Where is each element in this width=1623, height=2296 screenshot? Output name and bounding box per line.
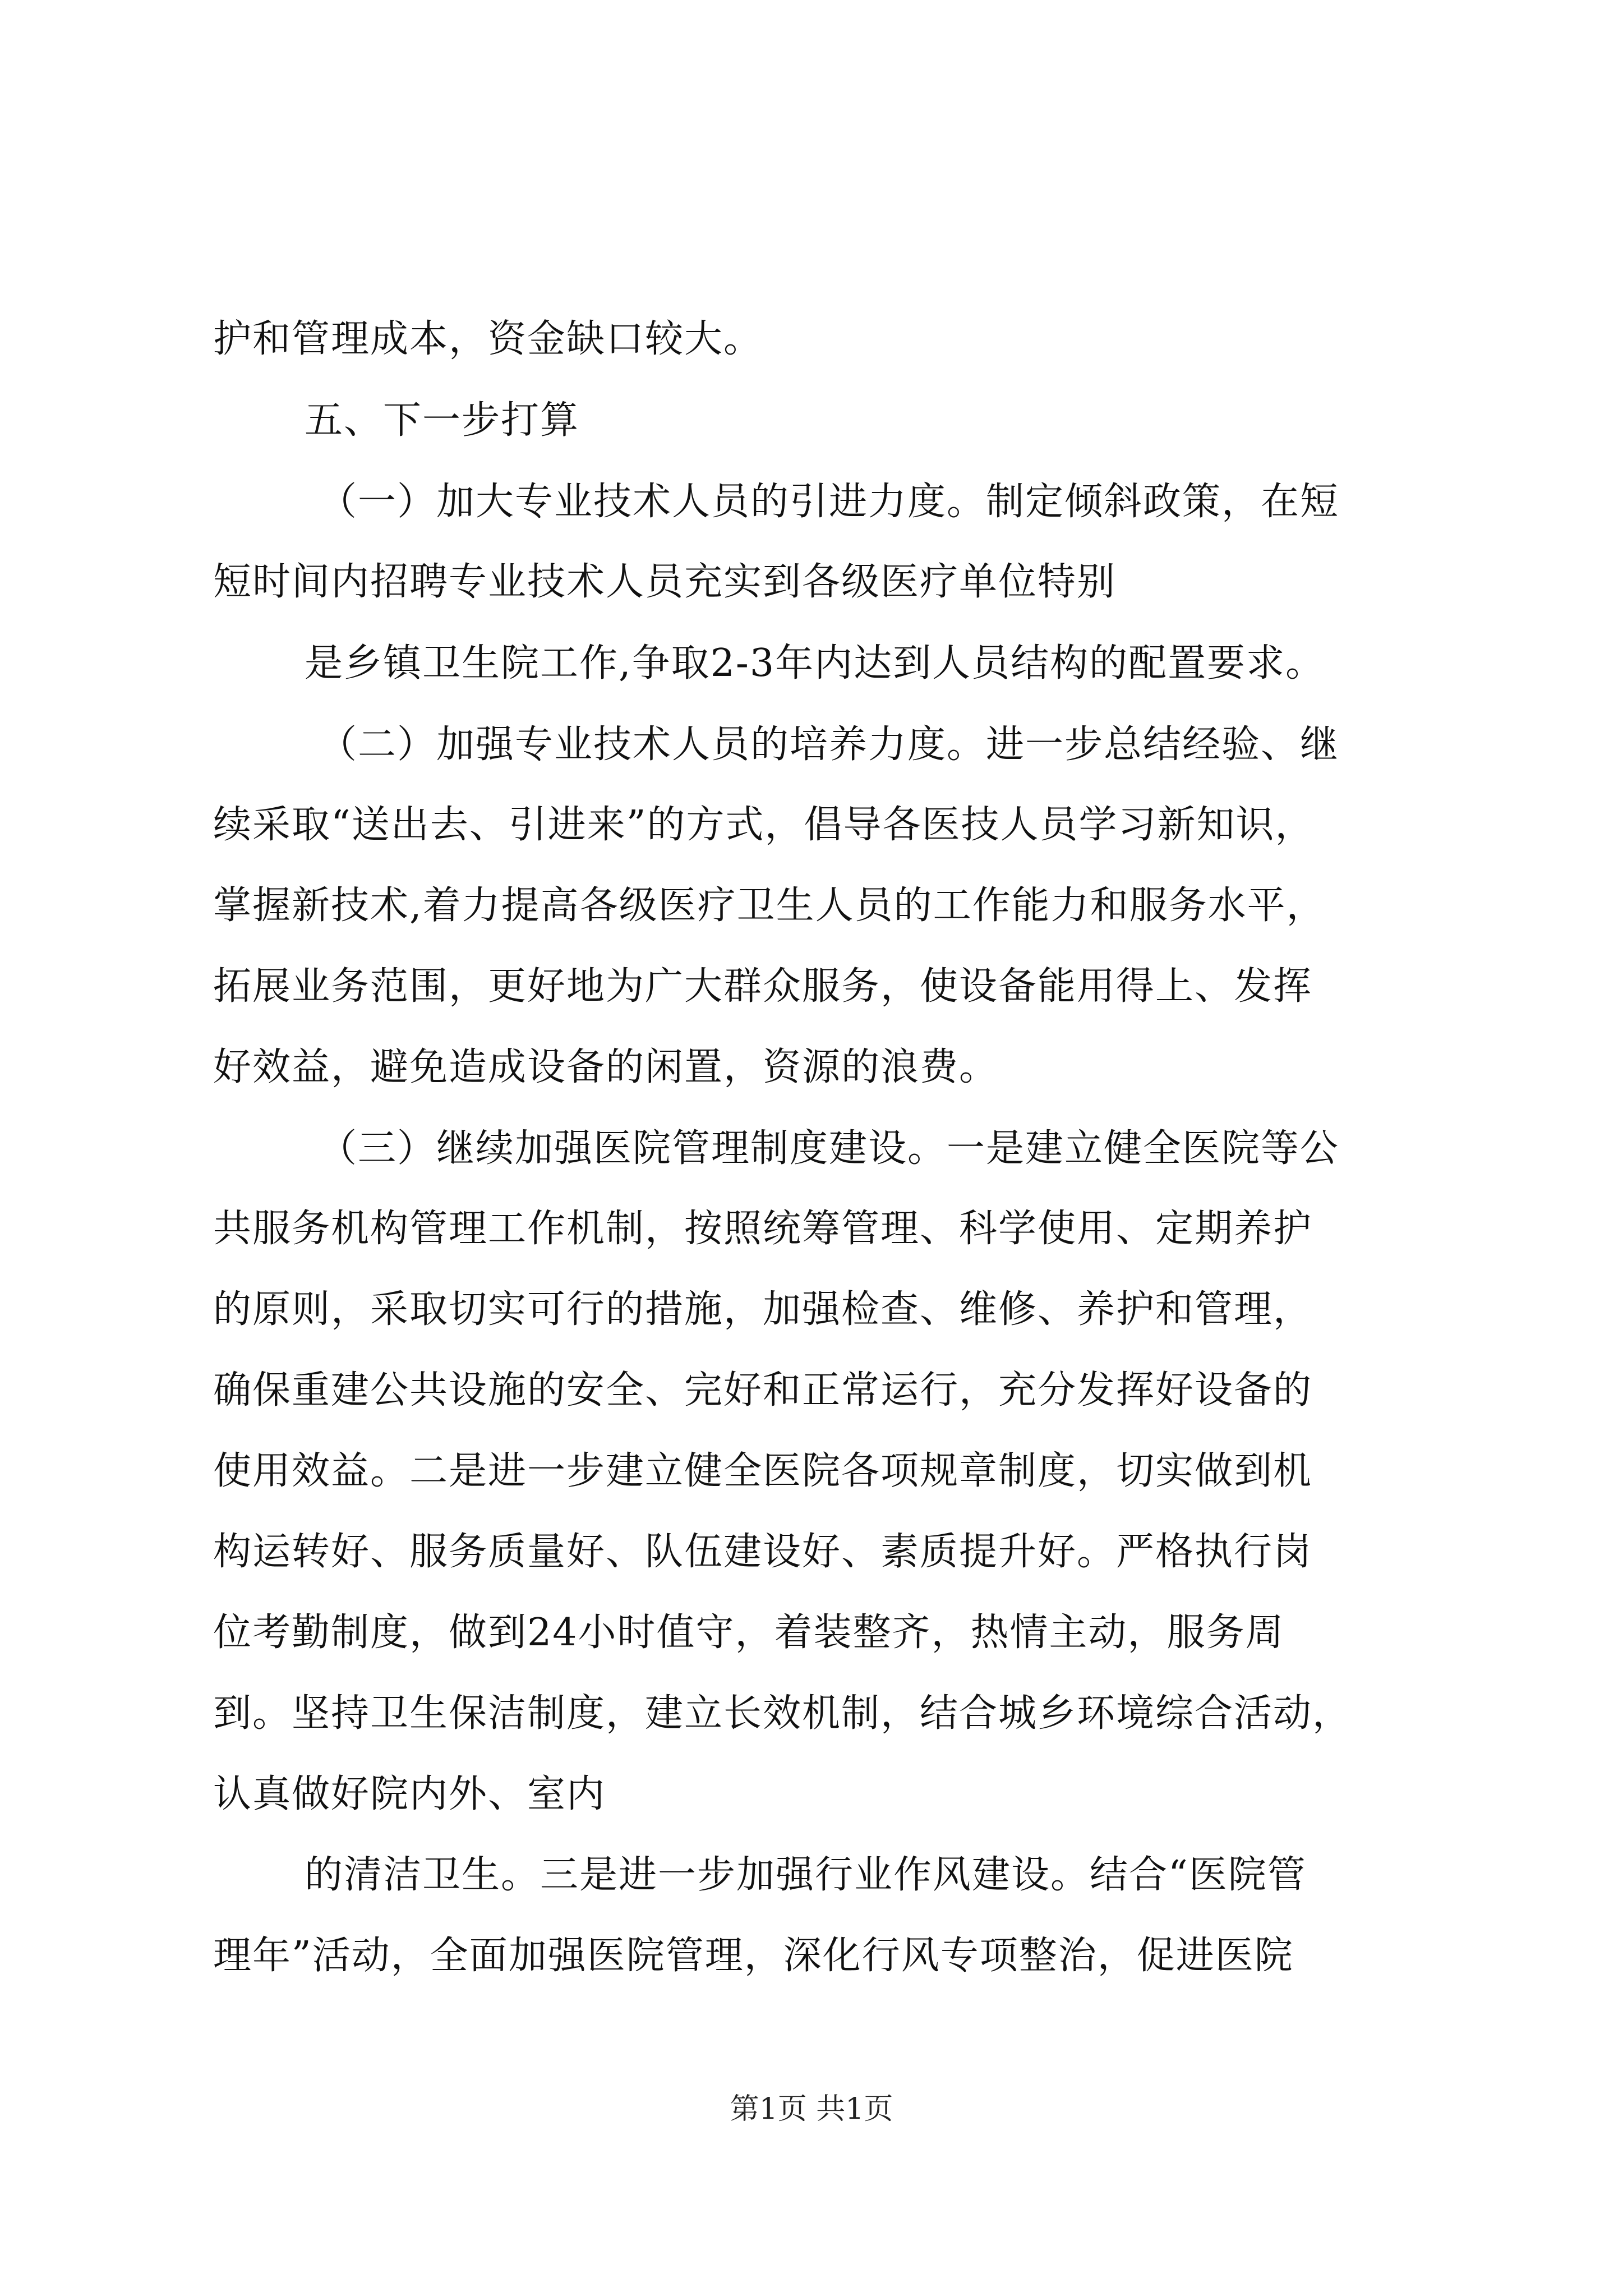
text-line: 使用效益。二是进一步建立健全医院各项规章制度，切实做到机 — [213, 1449, 1313, 1493]
text-line: 位考勤制度，做到24小时值守，着装整齐，热情主动，服务周 — [213, 1611, 1285, 1655]
text-line: 短时间内招聘专业技术人员充实到各级医疗单位特别 — [213, 560, 1117, 604]
text-line: （二）加强专业技术人员的培养力度。进一步总结经验、继 — [319, 723, 1340, 767]
text-line: 护和管理成本，资金缺口较大。 — [213, 317, 763, 361]
text-line: 到。坚持卫生保洁制度，建立长效机制，结合城乡环境综合活动， — [213, 1691, 1352, 1736]
text-line: 的原则，采取切实可行的措施，加强检查、维修、养护和管理， — [213, 1287, 1313, 1332]
text-line: 掌握新技术,着力提高各级医疗卫生人员的工作能力和服务水平， — [213, 884, 1326, 928]
text-line: （一）加大专业技术人员的引进力度。制定倾斜政策，在短 — [319, 480, 1340, 524]
text-line: 好效益，避免造成设备的闲置，资源的浪费。 — [213, 1045, 999, 1089]
text-line: 的清洁卫生。三是进一步加强行业作风建设。结合“医院管 — [305, 1853, 1307, 1897]
text-line: 确保重建公共设施的安全、完好和正常运行，充分发挥好设备的 — [213, 1368, 1313, 1412]
section-heading: 五、下一步打算 — [305, 398, 580, 443]
text-line: 构运转好、服务质量好、队伍建设好、素质提升好。严格执行岗 — [213, 1530, 1313, 1574]
text-line: 认真做好院内外、室内 — [213, 1772, 606, 1816]
text-line: 理年”活动，全面加强医院管理，深化行风专项整治，促进医院 — [213, 1934, 1294, 1978]
text-line: 共服务机构管理工作机制，按照统筹管理、科学使用、定期养护 — [213, 1207, 1313, 1251]
text-line: 拓展业务范围，更好地为广大群众服务，使设备能用得上、发挥 — [213, 964, 1313, 1009]
page-number-footer: 第1页 共1页 — [730, 2092, 893, 2126]
text-line: （三）继续加强医院管理制度建设。一是建立健全医院等公 — [319, 1126, 1340, 1171]
text-line: 是乡镇卫生院工作,争取2-3年内达到人员结构的配置要求。 — [305, 641, 1325, 685]
text-line: 续采取“送出去、引进来”的方式，倡导各医技人员学习新知识， — [213, 803, 1315, 847]
